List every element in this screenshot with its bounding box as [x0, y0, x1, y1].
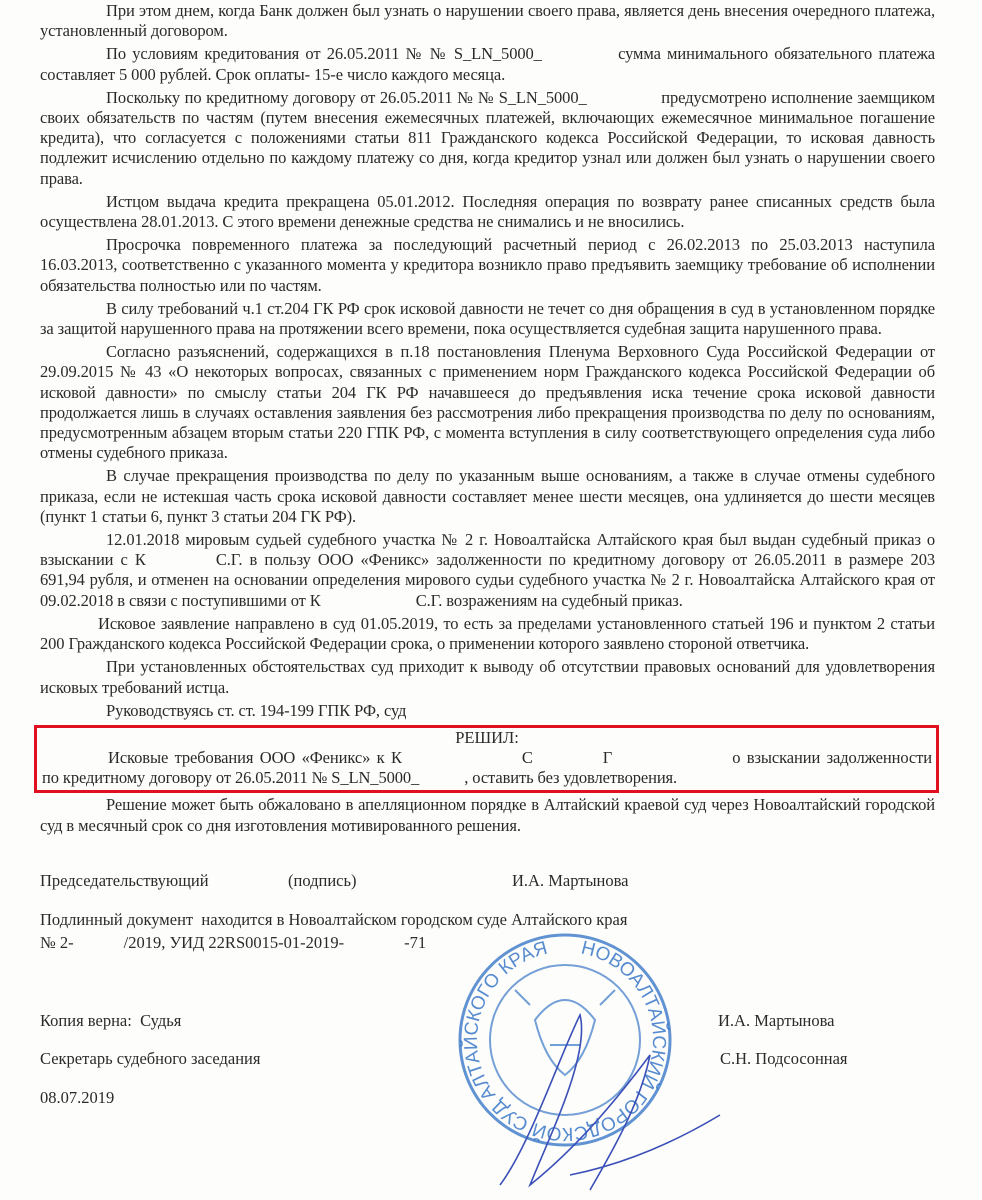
text: Г: [602, 747, 613, 767]
text: Исковые требования ООО «Феникс» к К: [108, 747, 402, 767]
presiding-label: Председательствующий: [40, 871, 209, 890]
paragraph-court-order: [40, 530, 935, 611]
paragraph: Согласно разъяснений, содержащихся в п.18 постановления Пленума Верховного Суда Российской Федерации от 29.09.2015 № 43 «О некоторых вопросах, связанных с применением норм Гражданского кодекса Российской Федерации об исковой давности» по смыслу статьи 204 ГК РФ начавшееся до предъявления иска течение срока исковой давности продолжается лишь в случаях оставления заявления без рассмотрения либо прекращения производства по делу по основаниям, предусмотренным абзацем вторым статьи 220 ГПК РФ, с момента вступления в силу соответствующего определения суда либо отмены судебного приказа.: [40, 342, 935, 463]
text: сумма минимального обязательного платежа составляет 5 000 рублей. Срок оплаты- 15-е число каждого месяца.: [40, 44, 935, 84]
paragraph-contract: [40, 88, 935, 189]
text: предусмотрено исполнение заемщиком своих обязательств по частям (путем внесения ежемесячных платежей, включающих ежемесячное минимальное погашение кредита), что согласуется с положениями статьи 811 Гражданского кодекса Российской Федерации, то исковая давность подлежит исчислению отдельно по каждому платежу со дня, когда кредитор узнал или должен был узнать о нарушении своего права.: [40, 87, 935, 188]
paragraph-terms: [40, 44, 935, 84]
document-date: 08.07.2019: [40, 1088, 115, 1107]
text: № 2-: [40, 933, 74, 952]
paragraph: При установленных обстоятельствах суд приходит к выводу об отсутствии правовых оснований для удовлетворения исковых требований истца.: [40, 657, 935, 697]
text: -71: [404, 933, 427, 952]
case-number: [40, 933, 426, 953]
text: 12.01.2018 мировым судьей судебного участка № 2 г. Новоалтайска Алтайского края был выдан судебный приказ о взыскании с К: [40, 530, 935, 570]
text: С: [521, 747, 533, 767]
paragraph: Истцом выдача кредита прекращена 05.01.2012. Последняя операция по возврату ранее списанных средств была осуществлена 28.01.2013. С этого времени денежные средства не снимались и не вносились.: [40, 191, 935, 232]
decision-highlight-box: [34, 725, 939, 793]
copy-label: Копия верна: Судья: [40, 1011, 182, 1030]
stamp-text: НОВОАЛТАЙСКИЙ ГОРОДСКОЙ СУД АЛТАЙСКОГО КРАЯ: [460, 937, 670, 1145]
copy-judge-name: И.А. Мартынова: [718, 1011, 835, 1030]
paragraph: Просрочка повременного платежа за последующий расчетный период с 26.02.2013 по 25.03.2013 наступила 16.03.2013, соответственно с указанного момента у кредитора возникло право предъявить заемщику требование об исполнении обязательства полностью или по частям.: [40, 235, 935, 295]
paragraph: При этом днем, когда Банк должен был узнать о нарушении своего права, является день внесения очередного платежа, установленный договором.: [40, 1, 935, 41]
signature-mark: [470, 995, 730, 1195]
document-body: [40, 1, 935, 839]
paragraph: Руководствуясь ст. ст. 194-199 ГПК РФ, суд: [106, 700, 407, 720]
text: С.Г. в пользу ООО «Феникс» задолженности по кредитному договору от 26.05.2011 в размере 203 691,94 рубля, и отменен на основании определения мирового судьи судебного участка № 2 г. Новоалтайска Алтайского края от 09.02.2018 в связи с поступившими от К: [40, 550, 936, 610]
original-note: Подлинный документ находится в Новоалтайском городском суде Алтайского края: [40, 910, 628, 929]
paragraph-appeal: Решение может быть обжаловано в апелляционном порядке в Алтайский краевой суд через Новоалтайский городской суд в месячный срок со дня изготовления мотивированного решения.: [40, 795, 935, 835]
text: , оставить без удовлетворения.: [464, 768, 678, 788]
judge-name: И.А. Мартынова: [512, 871, 629, 890]
text: По условиям кредитования от 26.05.2011 № № S_LN_5000_: [106, 44, 542, 64]
paragraph: В силу требований ч.1 ст.204 ГК РФ срок исковой давности не течет со дня обращения в суд в установленном порядке за защитой нарушенного права на протяжении всего времени, пока осуществляется судебная защита нарушенного права.: [40, 298, 935, 339]
text: /2019, УИД 22RS0015-01-2019-: [123, 933, 345, 952]
decision-title: РЕШИЛ:: [455, 727, 519, 747]
signature-note: (подпись): [288, 871, 357, 890]
text: С.Г. возражениям на судебный приказ.: [415, 590, 683, 610]
text: Поскольку по кредитному договору от 26.05.2011 № № S_LN_5000_: [106, 87, 587, 107]
paragraph: Исковое заявление направлено в суд 01.05.2019, то есть за пределами установленного статьей 196 и пунктом 2 статьи 200 Гражданского кодекса Российской Федерации срока, о применении которого заявлено стороной ответчика.: [40, 613, 935, 654]
secretary-label: Секретарь судебного заседания: [40, 1049, 261, 1068]
paragraph: В случае прекращения производства по делу по указанным выше основаниям, а также в случае отмены судебного приказа, если не истекшая часть срока исковой давности составляет менее шести месяцев, она удлиняется до шести месяцев (пункт 1 статьи 6, пункт 3 статьи 204 ГК РФ).: [40, 466, 935, 526]
decision-text: [42, 748, 932, 788]
secretary-name: С.Н. Подсосонная: [720, 1049, 848, 1068]
text: о взыскании задолженности по кредитному договору от 26.05.2011 № S_LN_5000_: [42, 747, 932, 788]
